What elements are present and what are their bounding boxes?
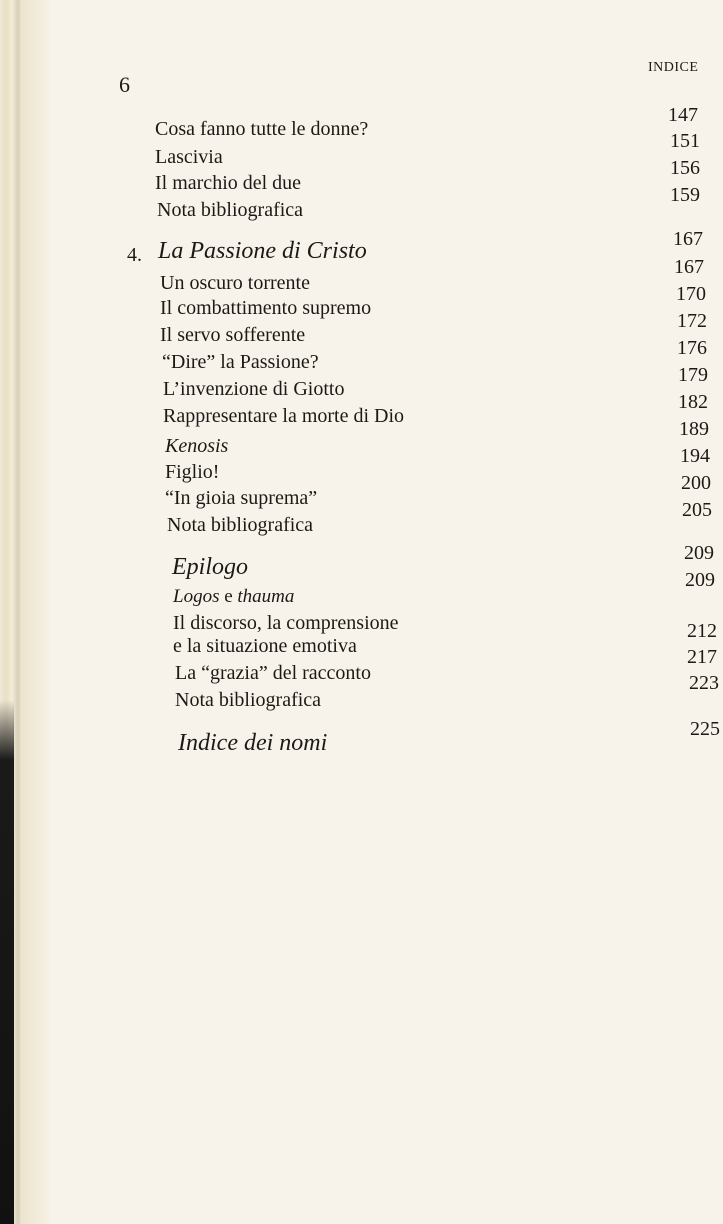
- toc-entry: [0, 405, 723, 433]
- toc-entry-title: e la situazione emotiva: [173, 635, 357, 657]
- toc-entry-page: 167: [674, 256, 704, 278]
- toc-entry: [0, 199, 723, 227]
- toc-entry: [0, 146, 723, 174]
- chapter-title: Indice dei nomi: [178, 730, 328, 756]
- toc-entry: [0, 635, 723, 663]
- toc-entry-title: Rappresentare la morte di Dio: [163, 405, 405, 427]
- toc-entry-title: Il servo sofferente: [160, 324, 306, 346]
- toc-entry: [0, 351, 723, 379]
- toc-entry-title-part: Logos: [173, 586, 220, 607]
- toc-entry-title: “In gioia suprema”: [165, 487, 318, 509]
- toc-entry-title: L’invenzione di Giotto: [163, 378, 345, 400]
- toc-entry-title: Un oscuro torrente: [160, 272, 310, 294]
- toc-entry-title: “Dire” la Passione?: [162, 351, 319, 373]
- toc-entry-page: 182: [678, 391, 708, 413]
- toc-entry-title: Il combattimento supremo: [160, 297, 372, 319]
- toc-entry-title: La “grazia” del racconto: [175, 662, 371, 684]
- toc-entry-page: 223: [689, 672, 719, 694]
- chapter-number: 4.: [127, 244, 142, 266]
- toc-entry-title-part: e: [219, 586, 238, 607]
- toc-entry-page: 147: [668, 104, 698, 126]
- toc-entry-title: Figlio!: [165, 461, 220, 483]
- toc-entry-page: 167: [673, 228, 703, 250]
- toc-entry: [0, 461, 723, 489]
- toc-entry-page: 217: [687, 646, 717, 668]
- toc-entry-page: 156: [670, 157, 700, 179]
- toc-entry-page: 172: [677, 310, 707, 332]
- toc-entry: [0, 662, 723, 690]
- toc-entry-page: 194: [680, 445, 710, 467]
- toc-entry: [0, 689, 723, 717]
- toc-entry-page: 151: [670, 130, 700, 152]
- toc-entry: [0, 487, 723, 515]
- toc-entry: [0, 272, 723, 300]
- toc-entry-page: 159: [670, 184, 700, 206]
- toc-entry-title: Nota bibliografica: [175, 689, 322, 711]
- toc-entry-page: 179: [678, 364, 708, 386]
- toc-entry: [0, 297, 723, 325]
- toc-entry-title: Il marchio del due: [155, 172, 302, 194]
- toc-entry-page: 200: [681, 472, 711, 494]
- binding-shadow: [0, 700, 14, 1224]
- toc-entry-title: Il discorso, la comprensione: [173, 612, 399, 634]
- chapter-title: Epilogo: [172, 554, 248, 580]
- toc-entry: [0, 586, 723, 614]
- toc-entry-page: 189: [679, 418, 709, 440]
- toc-entry-page: 225: [690, 718, 720, 740]
- toc-entry-title-part: thauma: [237, 586, 295, 607]
- toc-entry: [0, 118, 723, 146]
- toc-entry-page: 170: [676, 283, 706, 305]
- toc-chapter: [0, 730, 723, 758]
- toc-entry-title: Lascivia: [155, 146, 223, 168]
- toc-entry: [0, 172, 723, 200]
- toc-entry: [0, 435, 723, 463]
- page-number: 6: [119, 72, 130, 97]
- running-header: INDICE: [648, 60, 699, 75]
- toc-entry-title: Nota bibliografica: [167, 514, 314, 536]
- toc-entry: [0, 514, 723, 542]
- toc-entry-title: Kenosis: [165, 435, 229, 457]
- toc-chapter: [0, 238, 723, 266]
- toc-entry-page: 209: [685, 569, 715, 591]
- toc-entry-page: 209: [684, 542, 714, 564]
- toc-chapter: [0, 554, 723, 582]
- toc-entry: [0, 324, 723, 352]
- toc-entry-title: Nota bibliografica: [157, 199, 304, 221]
- toc-entry-page: 212: [687, 620, 717, 642]
- toc-entry-page: 205: [682, 499, 712, 521]
- toc-entry-title: Cosa fanno tutte le donne?: [155, 118, 369, 140]
- toc-entry-page: 176: [677, 337, 707, 359]
- chapter-title: La Passione di Cristo: [158, 238, 367, 264]
- toc-entry: [0, 378, 723, 406]
